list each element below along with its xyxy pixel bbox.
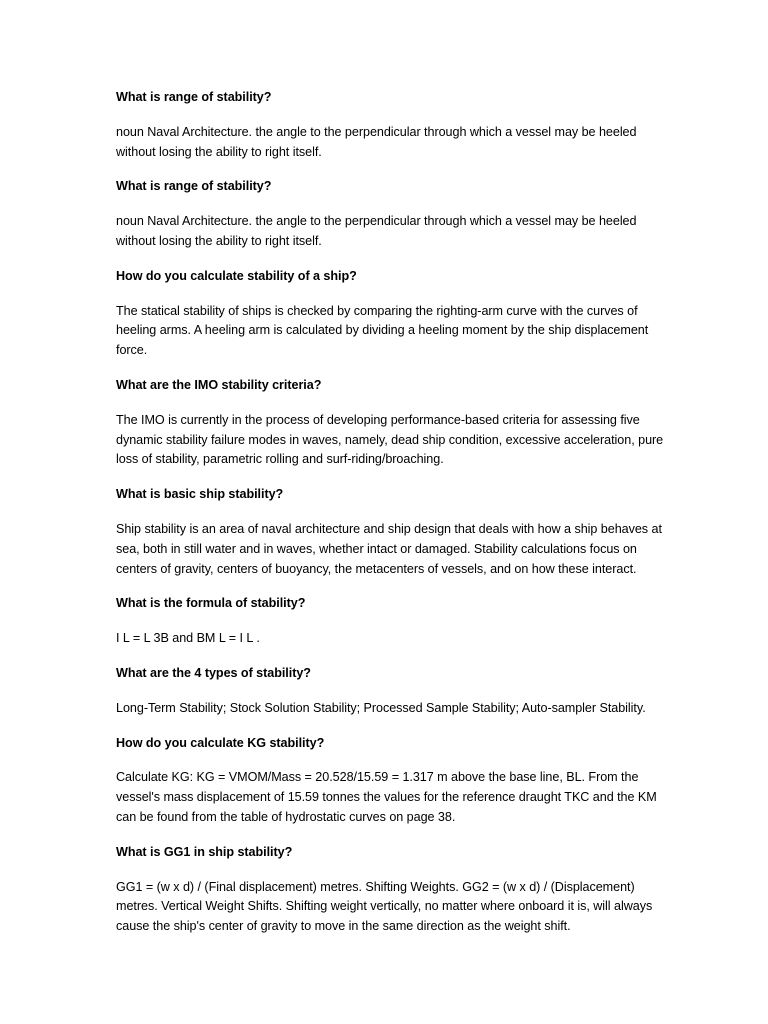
question-heading: What is range of stability?	[116, 179, 272, 194]
answer-paragraph: The IMO is currently in the process of developing performance-based criteria for assessing five dynamic stability failure modes in waves, namely, dead ship condition, excessive acceleration, pure loss of stability, parametric rolling and surf-riding/broaching.	[116, 412, 664, 467]
answer-paragraph: noun Naval Architecture. the angle to the perpendicular through which a vessel may be heeled without losing the ability to right itself.	[116, 214, 637, 248]
question-heading: What is GG1 in ship stability?	[116, 844, 293, 859]
qa-item	[116, 734, 668, 828]
qa-item	[116, 376, 668, 470]
question-heading: What are the 4 types of stability?	[116, 665, 311, 680]
answer-paragraph: noun Naval Architecture. the angle to the perpendicular through which a vessel may be heeled without losing the ability to right itself.	[116, 124, 637, 159]
qa-item	[116, 267, 668, 361]
qa-item	[116, 88, 668, 162]
answer-paragraph: GG1 = (w x d) / (Final displacement) metres. Shifting Weights. GG2 = (w x d) / (Displacement) metres. Vertical Weight Shifts. Shifting weight vertically, no matter where onboard it is, will always cause the ship's center of gravity to move in the same direction as the weight shift.	[116, 879, 653, 934]
answer-paragraph: The statical stability of ships is checked by comparing the righting-arm curve with the curves of heeling arms. A heeling arm is calculated by dividing a heeling moment by the ship displacement force.	[116, 303, 649, 358]
answer-paragraph: Ship stability is an area of naval architecture and ship design that deals with how a ship behaves at sea, both in still water and in waves, whether intact or damaged. Stability calculations focus on centers of gravity, centers of buoyancy, the metacenters of vessels, and on how these interact.	[116, 521, 662, 576]
qa-item	[116, 485, 668, 579]
answer-paragraph: Calculate KG: KG = VMOM/Mass = 20.528/15.59 = 1.317 m above the base line, BL. From the vessel's mass displacement of 15.59 tonnes the values for the reference draught TKC and the KM can be found from the table of hydrostatic curves on page 38.	[116, 770, 657, 824]
qa-item	[116, 594, 668, 649]
answer-paragraph: Long-Term Stability; Stock Solution Stability; Processed Sample Stability; Auto-sampler Stability.	[116, 700, 646, 715]
question-heading: How do you calculate KG stability?	[116, 735, 325, 750]
qa-item	[116, 664, 668, 719]
question-heading: What are the IMO stability criteria?	[116, 377, 322, 392]
answer-paragraph: I L = L 3B and BM L = I L .	[116, 631, 260, 646]
question-heading: What is the formula of stability?	[116, 596, 306, 611]
question-heading: What is range of stability?	[116, 90, 272, 104]
question-heading: How do you calculate stability of a ship?	[116, 268, 357, 283]
qa-item	[116, 177, 668, 251]
question-heading: What is basic ship stability?	[116, 487, 284, 502]
qa-item	[116, 843, 668, 937]
